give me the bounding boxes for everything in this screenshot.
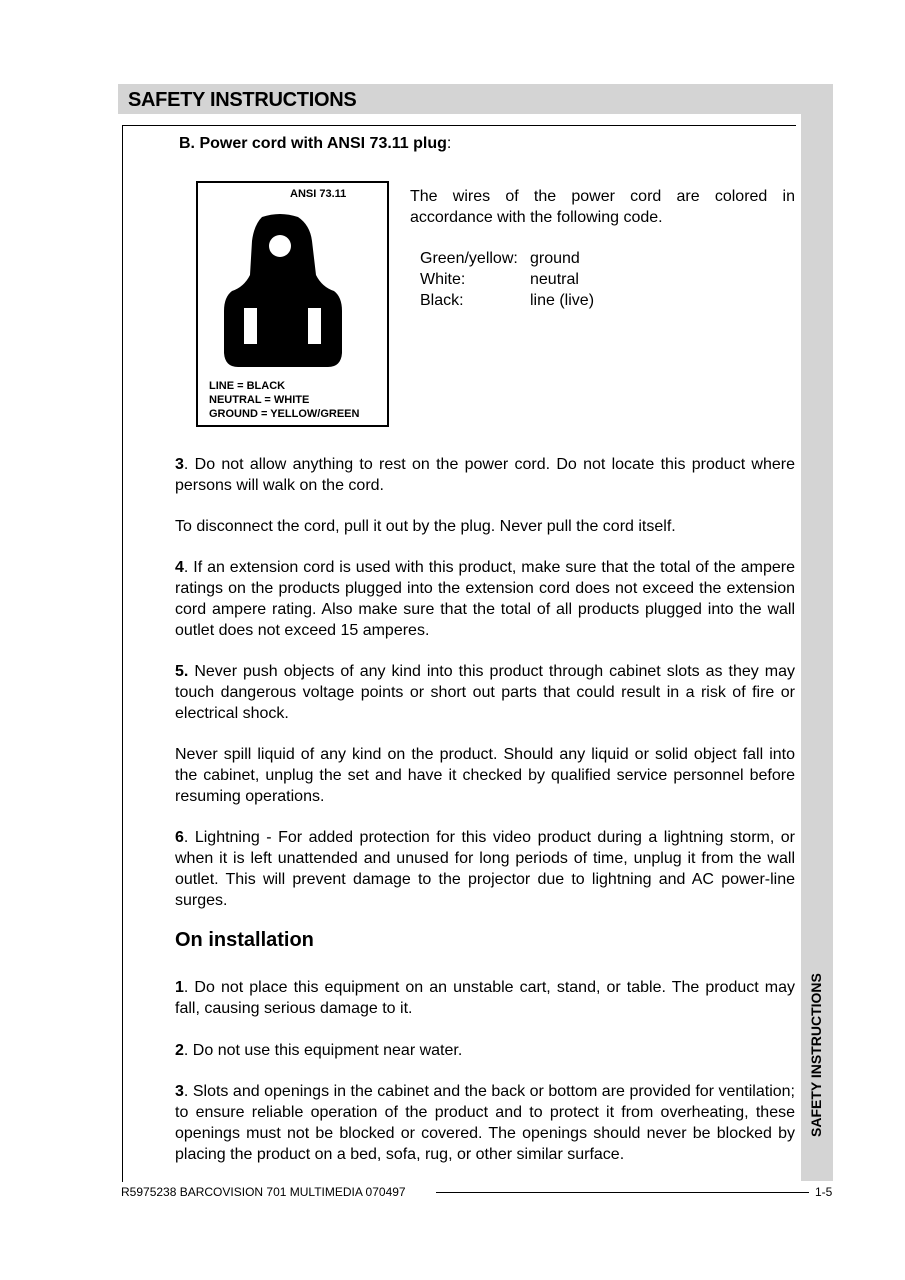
wire-name: Black: bbox=[420, 292, 464, 309]
table-row bbox=[420, 248, 594, 269]
wire-function: ground bbox=[530, 250, 580, 267]
page-title: SAFETY INSTRUCTIONS bbox=[128, 89, 357, 111]
footer-doc-id: R5975238 BARCOVISION 701 MULTIMEDIA 070497 bbox=[121, 1185, 406, 1199]
wire-function: line (live) bbox=[530, 292, 595, 309]
plug-legend-line: LINE = BLACK bbox=[209, 380, 286, 392]
footer-rule bbox=[436, 1192, 809, 1193]
wire-color-table bbox=[420, 248, 594, 311]
side-tab-label: SAFETY INSTRUCTIONS bbox=[808, 973, 824, 1137]
item-text: Never spill liquid of any kind on the product. Should any liquid or solid object fall into the cabinet, unplug the set and have it checked by qualified service personnel before resuming operations. bbox=[175, 746, 795, 805]
paragraph-disconnect bbox=[175, 516, 795, 537]
item-number: 3 bbox=[175, 1083, 184, 1100]
wire-color-intro: The wires of the power cord are colored in accordance with the following code. bbox=[410, 188, 795, 226]
frame-top-rule bbox=[122, 125, 796, 126]
plug-legend-neutral: NEUTRAL = WHITE bbox=[209, 394, 310, 406]
section-b-suffix: : bbox=[446, 135, 452, 152]
wire-function: neutral bbox=[530, 271, 579, 288]
item-number: 6 bbox=[175, 829, 184, 846]
item-number: 3 bbox=[175, 456, 184, 473]
item-text: . Do not use this equipment near water. bbox=[183, 1042, 463, 1059]
install-paragraph-2 bbox=[175, 1040, 795, 1061]
plug-legend-ground: GROUND = YELLOW/GREEN bbox=[209, 408, 360, 420]
plug-legend bbox=[209, 379, 359, 421]
item-text: To disconnect the cord, pull it out by the plug. Never pull the cord itself. bbox=[175, 518, 676, 535]
page-number: 1-5 bbox=[815, 1185, 833, 1199]
item-text: . Lightning - For added protection for this video product during a lightning storm, or when it is left unattended and unused for long periods of time, unplug it from the wall outlet. This will prevent damage to the projector due to lightning and AC power-line surges. bbox=[175, 829, 795, 909]
item-number: 1 bbox=[175, 979, 184, 996]
frame-left-rule bbox=[122, 125, 123, 1182]
item-number: 5. bbox=[175, 663, 189, 680]
section-b-title: B. Power cord with ANSI 73.11 plug bbox=[179, 135, 447, 152]
wire-name: White: bbox=[420, 271, 466, 288]
item-text: . Do not allow anything to rest on the power cord. Do not locate this product where persons will walk on the cord. bbox=[175, 456, 795, 494]
installation-heading: On installation bbox=[175, 929, 314, 951]
plug-label: ANSI 73.11 bbox=[290, 188, 347, 200]
paragraph-spill bbox=[175, 744, 795, 807]
paragraph-3 bbox=[175, 454, 795, 496]
plug-diagram bbox=[196, 181, 389, 427]
item-text: . If an extension cord is used with this product, make sure that the total of the ampere ratings on the products plugged into the extension cord does not exceed the extension cord ampere rating. Also make sure that the total of all products plugged into the wall outlet does not exceed 15 amperes. bbox=[175, 559, 795, 639]
wire-name: Green/yellow: bbox=[420, 250, 518, 267]
side-tab bbox=[801, 114, 833, 1181]
paragraph-6 bbox=[175, 827, 795, 911]
header-bar bbox=[118, 84, 833, 114]
install-paragraph-1 bbox=[175, 977, 795, 1019]
table-row bbox=[420, 269, 594, 290]
item-number: 4 bbox=[175, 559, 184, 576]
section-b-heading bbox=[179, 135, 451, 153]
item-text: . Do not place this equipment on an unstable cart, stand, or table. The product may fall, causing serious damage to it. bbox=[175, 979, 795, 1017]
table-row bbox=[420, 290, 594, 311]
item-text: Never push objects of any kind into this product through cabinet slots as they may touch dangerous voltage points or short out parts that could result in a risk of fire or electrical shock. bbox=[175, 663, 795, 722]
item-text: . Slots and openings in the cabinet and the back or bottom are provided for ventilation; to ensure reliable operation of the product and to protect it from overheating, these openings must not be blocked or covered. The openings should never be blocked by placing the product on a bed, sofa, rug, or other similar surface. bbox=[175, 1083, 795, 1163]
paragraph-4 bbox=[175, 557, 795, 641]
install-paragraph-3 bbox=[175, 1081, 795, 1165]
paragraph-5 bbox=[175, 661, 795, 724]
item-number: 2 bbox=[175, 1042, 184, 1059]
